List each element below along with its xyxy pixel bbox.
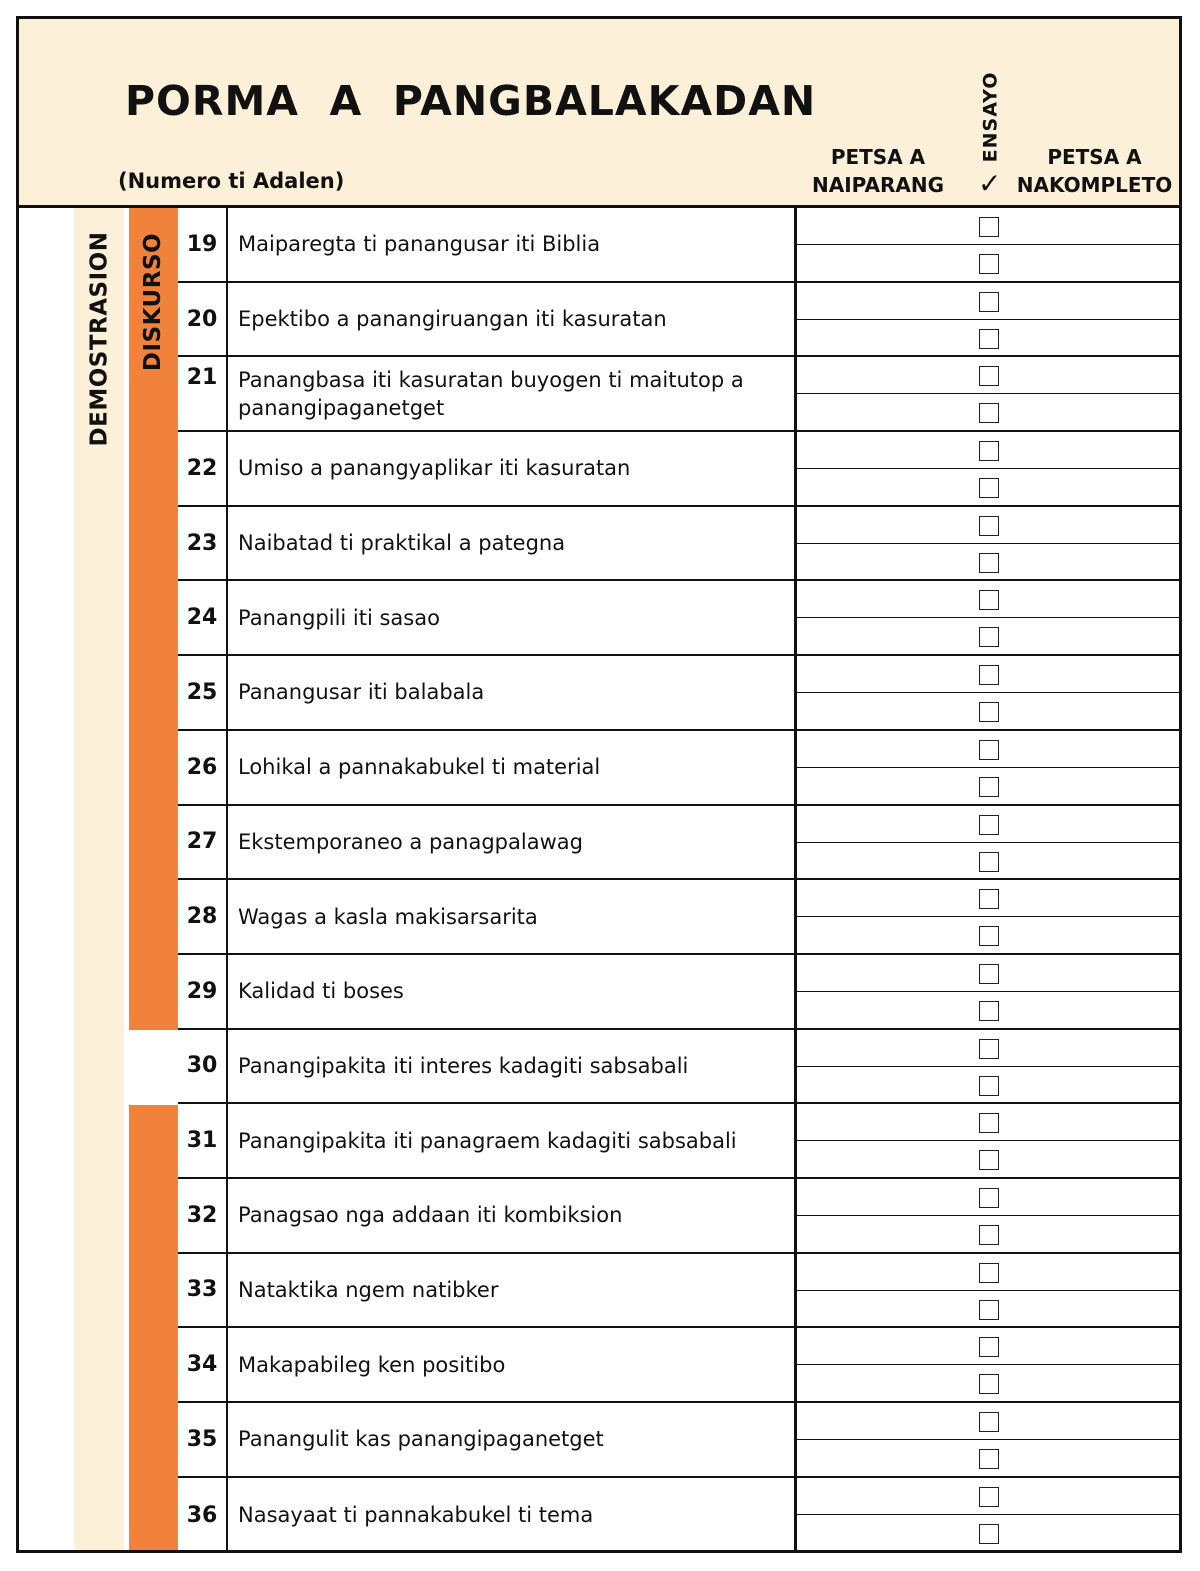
lesson-title: Umiso a panangyaplikar iti kasuratan xyxy=(238,456,631,481)
lesson-row xyxy=(178,581,1182,656)
column-header-line: PETSA A xyxy=(830,145,926,169)
exercise-checkbox[interactable] xyxy=(979,964,999,984)
lesson-title: Ekstemporaneo a panagpalawag xyxy=(238,829,583,854)
lesson-title: Panagsao nga addaan iti kombiksion xyxy=(238,1203,623,1228)
exercise-checkbox[interactable] xyxy=(979,1113,999,1133)
lesson-title: Wagas a kasla makisarsarita xyxy=(238,904,538,929)
row-half-divider xyxy=(797,468,1182,469)
column-header-line: PETSA A xyxy=(1047,145,1142,169)
row-half-divider xyxy=(797,393,1182,394)
lesson-row xyxy=(178,283,1182,358)
demostrasion-label-wrap xyxy=(74,229,124,449)
row-half-divider xyxy=(797,767,1182,768)
lesson-row xyxy=(178,507,1182,582)
lesson-table xyxy=(178,208,1182,1552)
lesson-title: Panangulit kas panangipaganetget xyxy=(238,1427,604,1452)
lesson-number: 31 xyxy=(178,1104,228,1177)
diskurso-band xyxy=(129,1105,178,1553)
page-subtitle: (Numero ti Adalen) xyxy=(118,169,345,193)
column-header-line: NAIPARANG xyxy=(812,173,944,197)
lesson-row xyxy=(178,1179,1182,1254)
row-half-divider xyxy=(797,1066,1182,1067)
lesson-row xyxy=(178,1254,1182,1329)
lesson-row xyxy=(178,1478,1182,1553)
lesson-row xyxy=(178,1104,1182,1179)
exercise-checkbox[interactable] xyxy=(979,665,999,685)
lesson-row xyxy=(178,731,1182,806)
row-half-divider xyxy=(797,1290,1182,1291)
lesson-number: 21 xyxy=(178,357,228,430)
lesson-number: 20 xyxy=(178,283,228,356)
lesson-number: 28 xyxy=(178,880,228,953)
row-half-divider xyxy=(797,991,1182,992)
diskurso-label-wrap xyxy=(129,229,178,374)
diskurso-label: DISKURSO xyxy=(140,232,167,371)
exercise-checkbox[interactable] xyxy=(979,217,999,237)
lesson-number: 25 xyxy=(178,656,228,729)
exercise-checkbox[interactable] xyxy=(979,478,999,498)
lesson-title: Epektibo a panangiruangan iti kasuratan xyxy=(238,307,667,332)
exercise-checkbox[interactable] xyxy=(979,1412,999,1432)
exercise-checkbox[interactable] xyxy=(979,1263,999,1283)
lesson-number: 27 xyxy=(178,806,228,879)
exercise-checkbox[interactable] xyxy=(979,889,999,909)
lesson-title: Nataktika ngem natibker xyxy=(238,1277,499,1302)
lesson-number: 36 xyxy=(178,1478,228,1553)
exercise-checkbox[interactable] xyxy=(979,1337,999,1357)
ensayo-text: ENSAYO xyxy=(979,71,1001,163)
row-half-divider xyxy=(797,617,1182,618)
exercise-checkbox[interactable] xyxy=(979,590,999,610)
lesson-number: 35 xyxy=(178,1403,228,1476)
exercise-checkbox[interactable] xyxy=(979,292,999,312)
row-half-divider xyxy=(797,1514,1182,1515)
row-half-divider xyxy=(797,842,1182,843)
checkmark-icon: ✓ xyxy=(978,167,1002,200)
page-title: PORMA A PANGBALAKADAN xyxy=(125,77,817,125)
lesson-title: Panangbasa iti kasuratan buyogen ti maitutop a panangipaganetget xyxy=(238,367,744,420)
exercise-checkbox[interactable] xyxy=(979,627,999,647)
exercise-checkbox[interactable] xyxy=(979,777,999,797)
row-half-divider xyxy=(797,244,1182,245)
lesson-number: 30 xyxy=(178,1030,228,1103)
exercise-checkbox[interactable] xyxy=(979,1225,999,1245)
lesson-number: 33 xyxy=(178,1254,228,1327)
exercise-checkbox[interactable] xyxy=(979,1487,999,1507)
row-half-divider xyxy=(797,543,1182,544)
row-half-divider xyxy=(797,1140,1182,1141)
column-header-date-assigned xyxy=(795,143,961,199)
lesson-title: Lohikal a pannakabukel ti material xyxy=(238,755,601,780)
exercise-checkbox[interactable] xyxy=(979,403,999,423)
lesson-number: 23 xyxy=(178,507,228,580)
exercise-checkbox[interactable] xyxy=(979,516,999,536)
lesson-row xyxy=(178,955,1182,1030)
exercise-checkbox[interactable] xyxy=(979,366,999,386)
lesson-number: 29 xyxy=(178,955,228,1028)
exercise-checkbox[interactable] xyxy=(979,1188,999,1208)
row-half-divider xyxy=(797,319,1182,320)
exercise-checkbox[interactable] xyxy=(979,702,999,722)
lesson-number: 22 xyxy=(178,432,228,505)
lesson-title: Naibatad ti praktikal a pategna xyxy=(238,531,566,556)
lesson-title: Makapabileg ken positibo xyxy=(238,1352,506,1377)
form-frame xyxy=(16,16,1182,1553)
row-half-divider xyxy=(797,1215,1182,1216)
exercise-checkbox[interactable] xyxy=(979,1524,999,1544)
lesson-title: Maiparegta ti panangusar iti Biblia xyxy=(238,232,601,257)
row-half-divider xyxy=(797,692,1182,693)
lesson-title: Panangipakita iti panagraem kadagiti sabsabali xyxy=(238,1128,737,1153)
column-divider xyxy=(794,1478,797,1553)
lesson-row xyxy=(178,656,1182,731)
exercise-checkbox[interactable] xyxy=(979,1300,999,1320)
lesson-row xyxy=(178,880,1182,955)
exercise-checkbox[interactable] xyxy=(979,254,999,274)
lesson-row xyxy=(178,1328,1182,1403)
lesson-title: Panangpili iti sasao xyxy=(238,605,440,630)
exercise-checkbox[interactable] xyxy=(979,815,999,835)
exercise-checkbox[interactable] xyxy=(979,740,999,760)
lesson-row xyxy=(178,806,1182,881)
lesson-title: Nasayaat ti pannakabukel ti tema xyxy=(238,1503,594,1528)
exercise-checkbox[interactable] xyxy=(979,1076,999,1096)
lesson-number: 24 xyxy=(178,581,228,654)
exercise-checkbox[interactable] xyxy=(979,329,999,349)
lesson-row xyxy=(178,1403,1182,1478)
exercise-checkbox[interactable] xyxy=(979,852,999,872)
lesson-row xyxy=(178,1030,1182,1105)
exercise-checkbox[interactable] xyxy=(979,1150,999,1170)
lesson-number: 19 xyxy=(178,208,228,281)
exercise-checkbox[interactable] xyxy=(979,1039,999,1059)
row-half-divider xyxy=(797,1364,1182,1365)
demostrasion-label: DEMOSTRASION xyxy=(86,231,112,447)
form-header xyxy=(19,19,1182,208)
lesson-title: Panangusar iti balabala xyxy=(238,680,485,705)
exercise-checkbox[interactable] xyxy=(979,1001,999,1021)
row-half-divider xyxy=(797,916,1182,917)
lesson-row xyxy=(178,357,1182,432)
lesson-row xyxy=(178,208,1182,283)
column-header-line: NAKOMPLETO xyxy=(1016,173,1173,197)
lesson-number: 26 xyxy=(178,731,228,804)
lesson-row xyxy=(178,432,1182,507)
lesson-number: 32 xyxy=(178,1179,228,1252)
column-header-date-completed xyxy=(1007,143,1182,199)
row-half-divider xyxy=(797,1439,1182,1440)
exercise-checkbox[interactable] xyxy=(979,1374,999,1394)
lesson-title: Panangipakita iti interes kadagiti sabsabali xyxy=(238,1053,689,1078)
exercise-checkbox[interactable] xyxy=(979,926,999,946)
exercise-checkbox[interactable] xyxy=(979,1449,999,1469)
exercise-checkbox[interactable] xyxy=(979,441,999,461)
lesson-title: Kalidad ti boses xyxy=(238,979,404,1004)
column-header-exercise xyxy=(975,67,1005,167)
exercise-checkbox[interactable] xyxy=(979,553,999,573)
lesson-number: 34 xyxy=(178,1328,228,1401)
